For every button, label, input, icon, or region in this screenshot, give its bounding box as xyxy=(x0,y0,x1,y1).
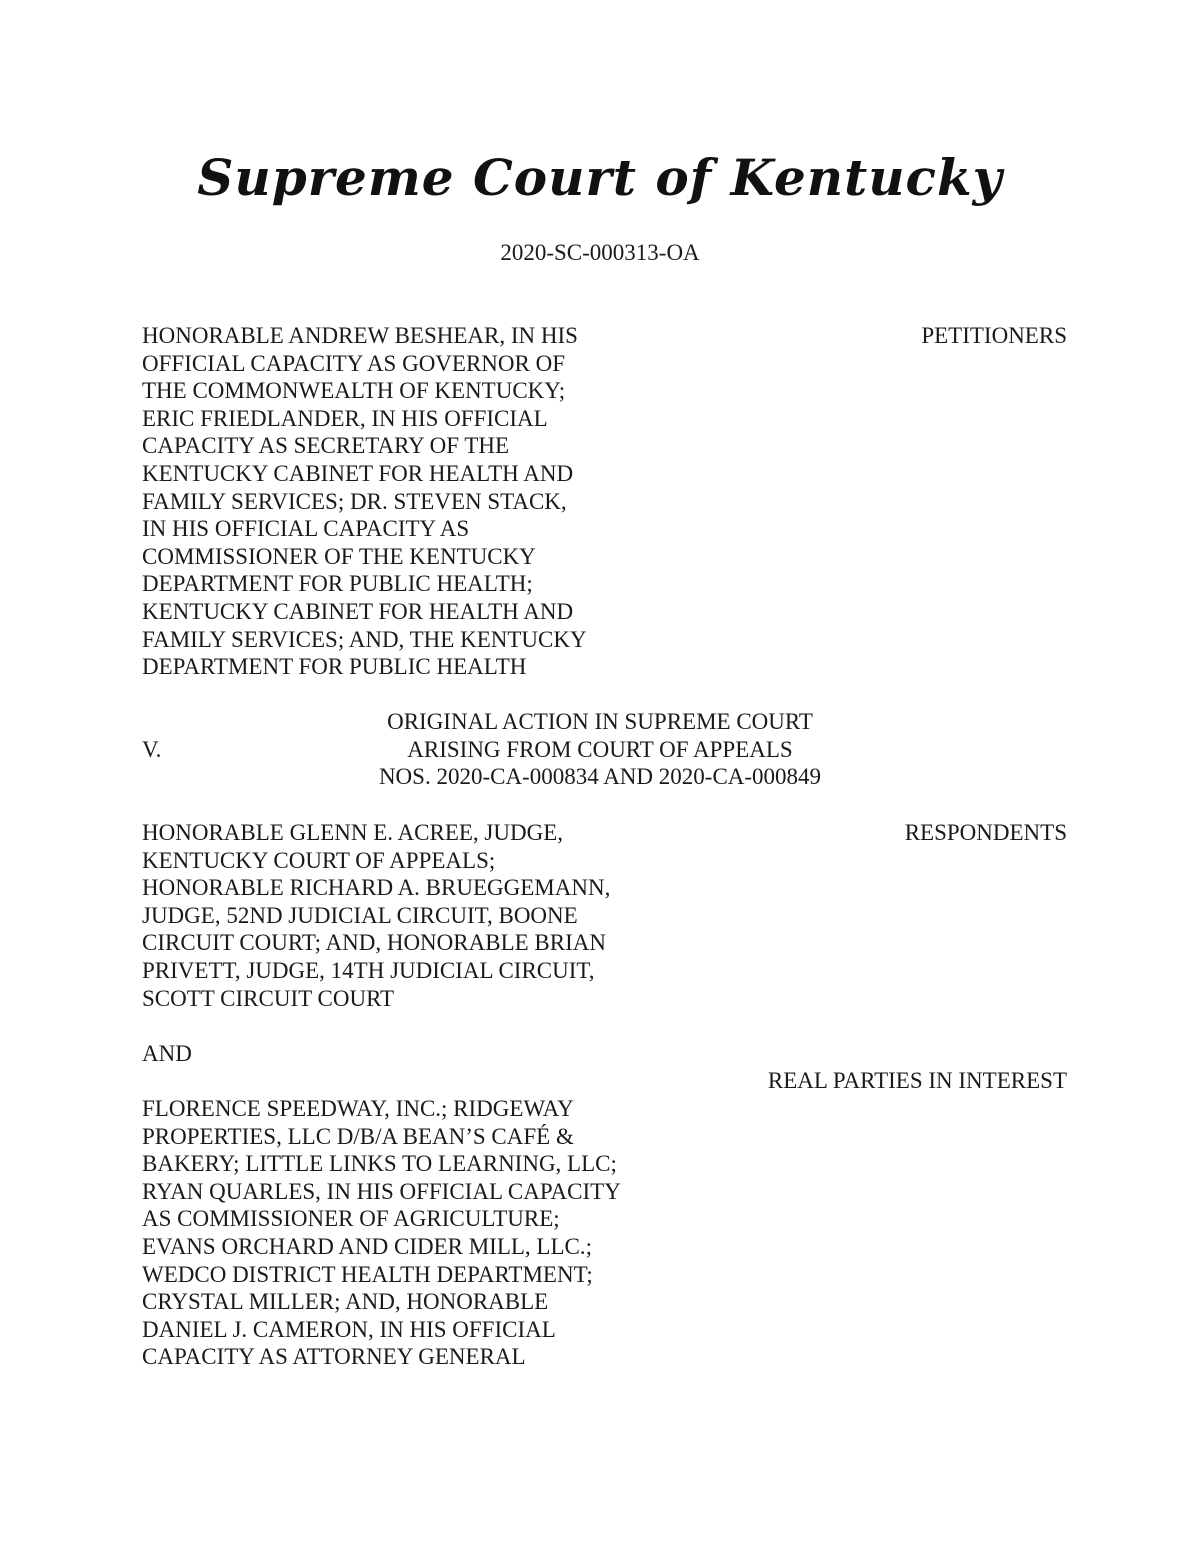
court-title: Supreme Court of Kentucky xyxy=(197,148,1003,207)
petitioners-block: HONORABLE ANDREW BESHEAR, IN HIS OFFICIAL CAPACITY AS GOVERNOR OF THE COMMONWEALTH OF KENTUCKY; ERIC FRIEDLANDER, IN HIS OFFICIAL CAPACITY AS SECRETARY OF THE KENTUCKY CABINET FOR HEALTH AND FAMILY SERVICES; DR. STEVEN STACK, IN HIS OFFICIAL CAPACITY AS COMMISSIONER OF THE KENTUCKY DEPARTMENT FOR PUBLIC HEALTH; KENTUCKY CABINET FOR HEALTH AND FAMILY SERVICES; AND, THE KENTUCKY DEPARTMENT FOR PUBLIC HEALTH xyxy=(142,323,587,680)
petitioners-label: PETITIONERS xyxy=(921,323,1067,348)
respondents-block: HONORABLE GLENN E. ACREE, JUDGE, KENTUCKY COURT OF APPEALS; HONORABLE RICHARD A. BRUEGGEMANN, JUDGE, 52ND JUDICIAL CIRCUIT, BOONE CIRCUIT COURT; AND, HONORABLE BRIAN PRIVETT, JUDGE, 14TH JUDICIAL CIRCUIT, SCOTT CIRCUIT COURT xyxy=(142,820,611,1011)
and-label: AND xyxy=(142,1041,192,1066)
original-action-caption: ORIGINAL ACTION IN SUPREME COURT ARISING FROM COURT OF APPEALS NOS. 2020-CA-000834 AND 2020-CA-000849 xyxy=(378,709,822,790)
real-parties-label: REAL PARTIES IN INTEREST xyxy=(767,1068,1067,1093)
versus-label: V. xyxy=(142,737,162,762)
case-number: 2020-SC-000313-OA xyxy=(500,240,700,265)
real-parties-block: FLORENCE SPEEDWAY, INC.; RIDGEWAY PROPERTIES, LLC D/B/A BEAN’S CAFÉ & BAKERY; LITTLE LINKS TO LEARNING, LLC; RYAN QUARLES, IN HIS OFFICIAL CAPACITY AS COMMISSIONER OF AGRICULTURE; EVANS ORCHARD AND CIDER MILL, LLC.; WEDCO DISTRICT HEALTH DEPARTMENT; CRYSTAL MILLER; AND, HONORABLE DANIEL J. CAMERON, IN HIS OFFICIAL CAPACITY AS ATTORNEY GENERAL xyxy=(142,1096,621,1370)
respondents-label: RESPONDENTS xyxy=(904,820,1067,845)
